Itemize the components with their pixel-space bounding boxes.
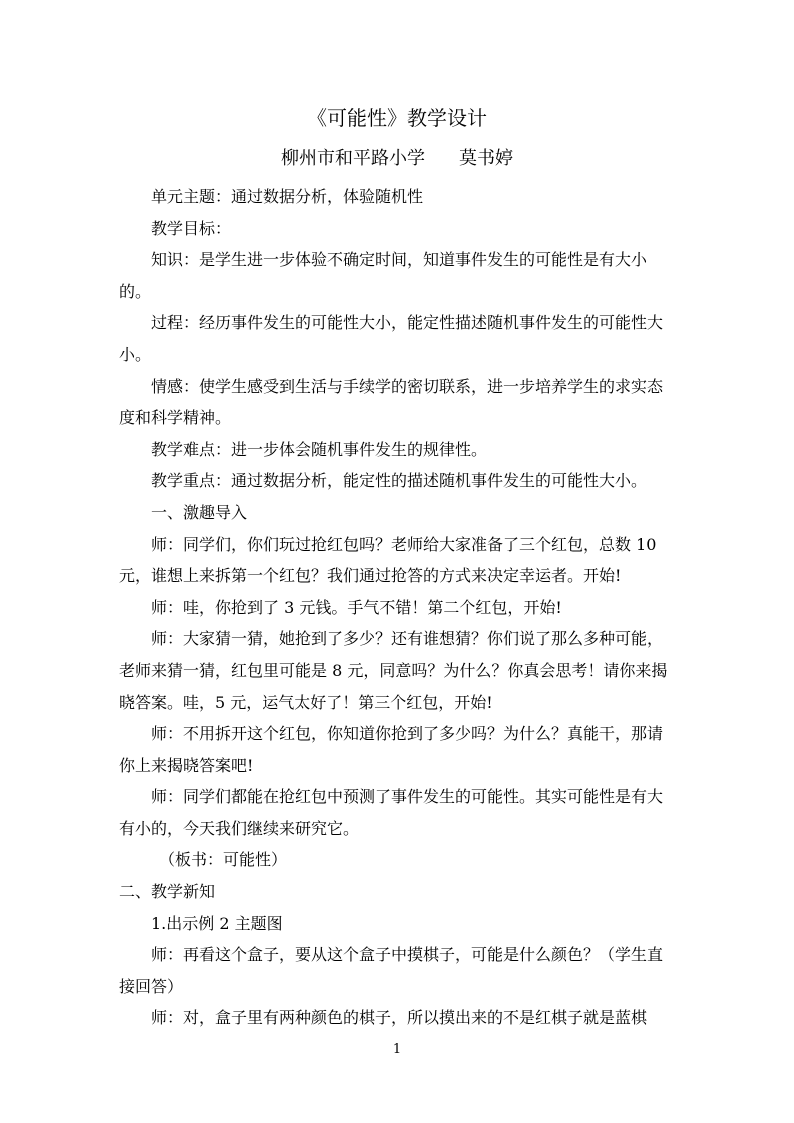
document-title: 《可能性》教学设计: [307, 106, 487, 130]
section-heading-intro: 一、激趣导入: [151, 502, 248, 522]
paragraph-teacher-7: 师：对，盒子里有两种颜色的棋子，所以摸出来的不是红棋子就是蓝棋: [151, 1008, 648, 1028]
school-name: 柳州市和平路小学: [281, 148, 425, 169]
paragraph-teacher-6: 师：再看这个盒子，要从这个盒子中摸棋子，可能是什么颜色？（学生直接回答）: [119, 945, 664, 996]
paragraph-teacher-1: 师：同学们，你们玩过抢红包吗？老师给大家准备了三个红包，总数 10 元，谁想上来拆第一个红包？我们通过抢答的方式来决定幸运者。开始!: [119, 534, 657, 586]
paragraph-teacher-2: 师：哇，你抢到了 3 元钱。手气不错！第二个红包，开始!: [151, 597, 562, 617]
paragraph-unit-theme: 单元主题：通过数据分析，体验随机性: [151, 187, 424, 206]
document-body: [119, 181, 674, 1034]
author-name: 莫书婷: [459, 148, 513, 169]
paragraph-teacher-5: 师：同学们都能在抢红包中预测了事件发生的可能性。其实可能性是有大有小的，今天我们继续来研究它。: [119, 787, 664, 838]
paragraph-objectives-heading: 教学目标：: [151, 218, 232, 238]
paragraph-key-point: 教学重点：通过数据分析，能定性的描述随机事件发生的可能性大小。: [151, 471, 648, 491]
author-line: [0, 146, 794, 172]
paragraph-example: 1.出示例 2 主题图: [151, 913, 283, 933]
paragraph-board-note: （板书：可能性）: [159, 850, 288, 870]
paragraph-knowledge: 知识：是学生进一步体验不确定时间，知道事件发生的可能性是有大小的。: [119, 250, 648, 301]
paragraph-process: 过程：经历事件发生的可能性大小，能定性描述随机事件发生的可能性大小。: [119, 313, 664, 364]
paragraph-teacher-4: 师：不用拆开这个红包，你知道你抢到了多少吗？为什么？真能干，那请你上来揭晓答案吧!: [119, 724, 664, 775]
section-heading-new-knowledge: 二、教学新知: [119, 882, 216, 902]
paragraph-emotion: 情感：使学生感受到生活与手续学的密切联系，进一步培养学生的求实态度和科学精神。: [119, 376, 664, 428]
page-number: 1: [392, 1042, 402, 1057]
paragraph-teacher-3: 师：大家猜一猜，她抢到了多少？还有谁想猜？你们说了那么多种可能，老师来猜一猜，红包里可能是 8 元，同意吗？为什么？你真会思考！请你来揭晓答案。哇，5 元，运气太好了！第三个红包，开始!: [119, 629, 668, 712]
paragraph-difficulty: 教学难点：进一步体会随机事件发生的规律性。: [151, 439, 488, 459]
